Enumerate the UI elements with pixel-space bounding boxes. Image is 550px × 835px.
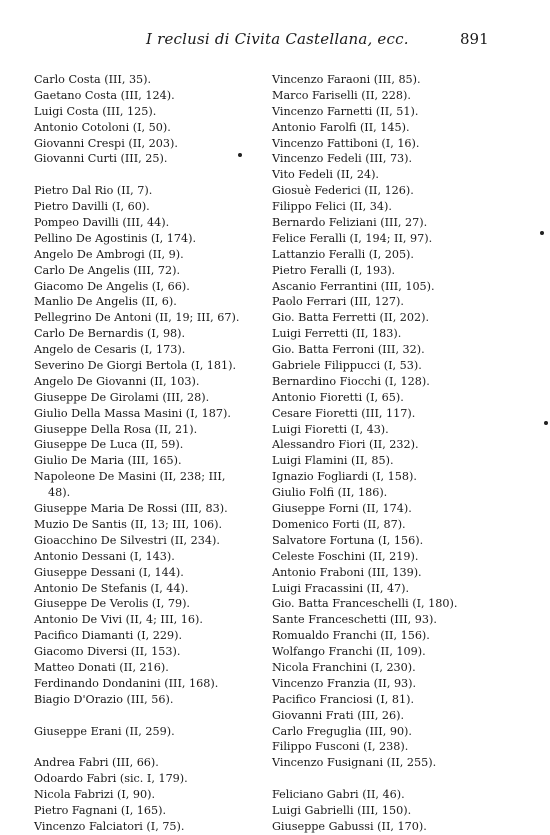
- index-entry: Celeste Foschini (II, 219).: [272, 549, 419, 563]
- index-entry: Severino De Giorgi Bertola (I, 181).: [34, 359, 237, 373]
- index-entry: Cesare Fioretti (III, 117).: [272, 406, 416, 420]
- index-entry: Paolo Ferrari (III, 127).: [272, 295, 404, 309]
- index-entry: 48).: [48, 486, 71, 500]
- index-entry: Pacifico Diamanti (I, 229).: [34, 629, 183, 643]
- index-entry: Giuseppe Gabussi (II, 170).: [272, 819, 427, 833]
- index-entry: Ascanio Ferrantini (III, 105).: [272, 279, 435, 293]
- section-gap: [34, 739, 239, 755]
- index-entry: Giuseppe Della Rosa (II, 21).: [34, 422, 198, 436]
- index-entry: Bernardino Fiocchi (I, 128).: [272, 374, 430, 388]
- index-entry: Pellegrino De Antoni (II, 19; III, 67).: [34, 311, 240, 325]
- index-entry: Giulio De Maria (III, 165).: [34, 454, 182, 468]
- index-entry: Antonio Fioretti (I, 65).: [272, 390, 404, 404]
- index-entry: Luigi Fioretti (I, 43).: [272, 422, 389, 436]
- index-entry: Pompeo Davilli (III, 44).: [34, 216, 170, 230]
- index-entry: Pellino De Agostinis (I, 174).: [34, 231, 197, 245]
- index-entry: Giovanni Curti (III, 25).: [34, 152, 168, 166]
- index-entry: Vincenzo Fedeli (III, 73).: [272, 152, 413, 166]
- page-header: [0, 30, 550, 52]
- index-entry: Pacifico Franciosi (I, 81).: [272, 692, 415, 706]
- margin-dot: [238, 153, 242, 157]
- right-column: [272, 72, 457, 835]
- index-entry: Antonio De Vivi (II, 4; III, 16).: [34, 613, 203, 627]
- index-entry: Domenico Forti (II, 87).: [272, 517, 406, 531]
- index-entry: Gaetano Costa (III, 124).: [34, 88, 175, 102]
- index-entry: Giuseppe Maria De Rossi (III, 83).: [34, 502, 228, 516]
- index-entry: Marco Fariselli (II, 228).: [272, 88, 411, 102]
- index-entry: Vincenzo Fattiboni (I, 16).: [272, 136, 420, 150]
- page-number: 891: [460, 30, 489, 48]
- index-entry: Muzio De Santis (II, 13; III, 106).: [34, 517, 223, 531]
- index-entry: Gio. Batta Franceschelli (I, 180).: [272, 597, 458, 611]
- index-entry: Carlo Costa (III, 35).: [34, 73, 152, 86]
- index-entry: Matteo Donati (II, 216).: [34, 660, 169, 674]
- index-entry: Vincenzo Falciatori (I, 75).: [34, 819, 185, 833]
- index-entry: Bernardo Feliziani (III, 27).: [272, 216, 428, 230]
- index-entry: Giulio Della Massa Masini (I, 187).: [34, 406, 231, 420]
- index-entry: Angelo de Cesaris (I, 173).: [34, 343, 186, 357]
- index-entry: Sante Franceschetti (III, 93).: [272, 613, 437, 627]
- index-entry: Wolfango Franchi (II, 109).: [272, 645, 426, 659]
- margin-dot: [544, 421, 548, 425]
- index-entry: Nicola Fabrizi (I, 90).: [34, 788, 156, 802]
- index-entry: Vincenzo Fusignani (II, 255).: [272, 756, 437, 770]
- index-entry: Antonio Dessani (I, 143).: [34, 549, 175, 563]
- index-entry: Vincenzo Farnetti (II, 51).: [272, 104, 419, 118]
- index-entry: Giacomo De Angelis (I, 66).: [34, 279, 190, 293]
- index-entry: Gio. Batta Ferroni (III, 32).: [272, 343, 425, 357]
- index-entry: Feliciano Gabri (II, 46).: [272, 788, 405, 802]
- index-entry: Giulio Folfi (II, 186).: [272, 486, 388, 500]
- index-entry: Filippo Felici (II, 34).: [272, 200, 392, 214]
- index-entry: Napoleone De Masini (II, 238; III,: [34, 470, 226, 484]
- index-entry: Carlo Freguglia (III, 90).: [272, 724, 412, 738]
- index-entry: Ignazio Fogliardi (I, 158).: [272, 470, 417, 484]
- index-entry: Gabriele Filippucci (I, 53).: [272, 359, 422, 373]
- index-entry: Romualdo Franchi (II, 156).: [272, 629, 430, 643]
- index-entry: Manlio De Angelis (II, 6).: [34, 295, 177, 309]
- index-entry: Giuseppe De Luca (II, 59).: [34, 438, 184, 452]
- index-entry: Odoardo Fabri (sic. I, 179).: [34, 772, 188, 786]
- index-entry: Luigi Gabrielli (III, 150).: [272, 803, 412, 817]
- index-entry: Giovanni Frati (III, 26).: [272, 708, 405, 722]
- index-entry: Ferdinando Dondanini (III, 168).: [34, 676, 219, 690]
- index-entry: Vito Fedeli (II, 24).: [272, 168, 379, 182]
- index-entry: Giovanni Crespi (II, 203).: [34, 136, 178, 150]
- index-entry: Carlo De Bernardis (I, 98).: [34, 327, 186, 341]
- index-entry: Filippo Fusconi (I, 238).: [272, 740, 409, 754]
- index-entry: Vincenzo Faraoni (III, 85).: [272, 73, 421, 86]
- index-entry: Pietro Dal Rio (II, 7).: [34, 184, 153, 198]
- margin-dot: [540, 231, 544, 235]
- index-entry: Vincenzo Franzia (II, 93).: [272, 676, 417, 690]
- index-entry: Luigi Ferretti (II, 183).: [272, 327, 402, 341]
- index-entry: Luigi Fracassini (II, 47).: [272, 581, 410, 595]
- index-entry: Pietro Feralli (I, 193).: [272, 263, 396, 277]
- index-entry: Luigi Flamini (II, 85).: [272, 454, 394, 468]
- left-column: [34, 72, 239, 835]
- index-entry: Antonio Cotoloni (I, 50).: [34, 120, 171, 134]
- index-entry: Gio. Batta Ferretti (II, 202).: [272, 311, 430, 325]
- index-entry: Angelo De Giovanni (II, 103).: [34, 374, 200, 388]
- section-gap: [34, 167, 239, 183]
- index-entry: Antonio Fraboni (III, 139).: [272, 565, 422, 579]
- index-entry: Biagio D'Orazio (III, 56).: [34, 692, 174, 706]
- index-entry: Luigi Costa (III, 125).: [34, 104, 157, 118]
- index-entry: Antonio De Stefanis (I, 44).: [34, 581, 189, 595]
- running-title: I reclusi di Civita Castellana, ecc.: [146, 30, 409, 48]
- section-gap: [34, 708, 239, 724]
- index-entry: Giuseppe De Verolis (I, 79).: [34, 597, 190, 611]
- index-entry: Salvatore Fortuna (I, 156).: [272, 533, 424, 547]
- index-entry: Giosuè Federici (II, 126).: [272, 184, 414, 198]
- index-entry: Giacomo Diversi (II, 153).: [34, 645, 181, 659]
- index-entry: Alessandro Fiori (II, 232).: [272, 438, 419, 452]
- index-entry: Giuseppe Forni (II, 174).: [272, 502, 412, 516]
- index-entry: Felice Feralli (I, 194; II, 97).: [272, 231, 433, 245]
- index-entry: Angelo De Ambrogi (II, 9).: [34, 247, 184, 261]
- index-entry: Pietro Davilli (I, 60).: [34, 200, 150, 214]
- index-entry: Andrea Fabri (III, 66).: [34, 756, 159, 770]
- index-entry: Gioacchino De Silvestri (II, 234).: [34, 533, 220, 547]
- section-gap: [272, 771, 457, 787]
- index-entry: Giuseppe Dessani (I, 144).: [34, 565, 184, 579]
- index-entry: Giuseppe De Girolami (III, 28).: [34, 390, 210, 404]
- index-entry: Nicola Franchini (I, 230).: [272, 660, 416, 674]
- index-entry: Carlo De Angelis (III, 72).: [34, 263, 181, 277]
- index-entry: Antonio Farolfi (II, 145).: [272, 120, 410, 134]
- index-entry: Lattanzio Feralli (I, 205).: [272, 247, 414, 261]
- index-entry: Pietro Fagnani (I, 165).: [34, 803, 167, 817]
- index-entry: Giuseppe Erani (II, 259).: [34, 724, 175, 738]
